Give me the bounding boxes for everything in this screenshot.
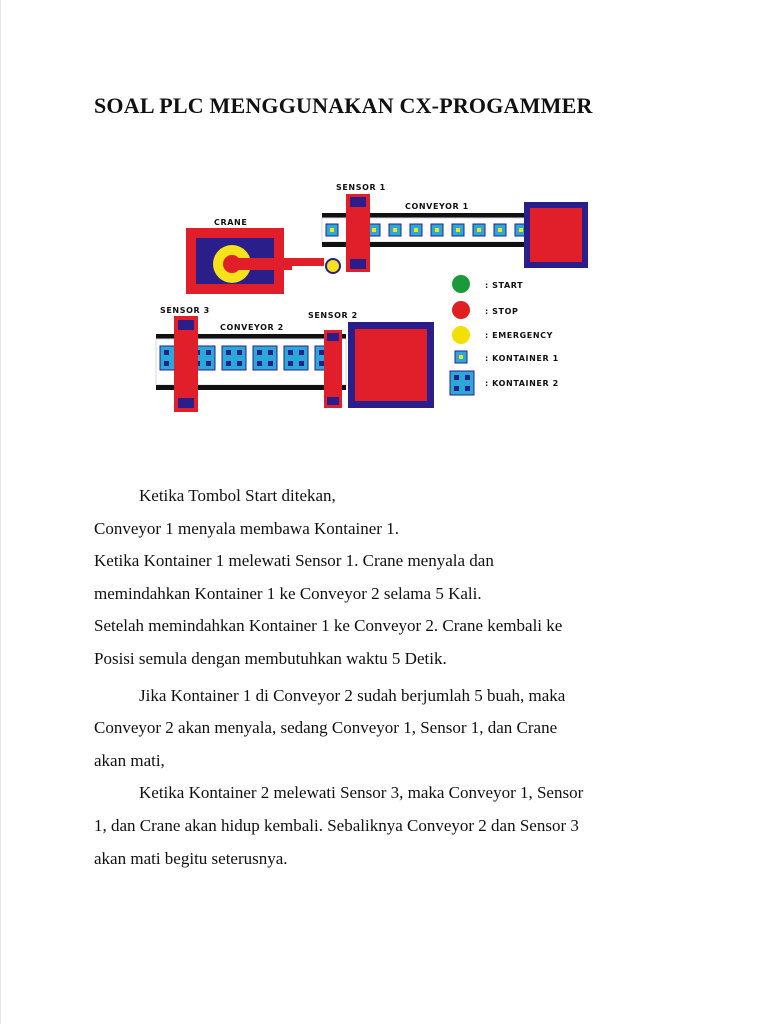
paragraph-line: Conveyor 1 menyala membawa Kontainer 1. — [94, 518, 399, 538]
sensor-3-head-bottom — [178, 398, 194, 408]
crane-hook — [326, 259, 340, 273]
conveyor-1-container — [389, 224, 401, 236]
legend-emergency-icon — [452, 326, 470, 344]
legend-start-label: : START — [485, 281, 524, 290]
plc-diagram-svg — [150, 180, 590, 415]
sensor-1-head-top — [350, 197, 366, 207]
sensor-3 — [174, 316, 198, 412]
conveyor-1-container — [431, 224, 443, 236]
conveyor-2-label: CONVEYOR 2 — [220, 323, 284, 332]
end-box-2-inner — [355, 329, 427, 401]
paragraph-line: akan mati begitu seterusnya. — [94, 848, 288, 868]
conveyor-1-container — [452, 224, 464, 236]
conveyor-1-container — [494, 224, 506, 236]
sensor-1-label: SENSOR 1 — [336, 183, 386, 192]
paragraph-line: Ketika Kontainer 1 melewati Sensor 1. Crane menyala dan — [94, 551, 494, 571]
sensor-3-post — [174, 316, 198, 412]
paragraph-line: Conveyor 2 akan menyala, sedang Conveyor 1, Sensor 1, dan Crane — [94, 718, 558, 738]
paragraph-line: Setelah memindahkan Kontainer 1 ke Conveyor 2. Crane kembali ke — [94, 616, 563, 636]
sensor-3-head-top — [178, 320, 194, 330]
paragraph-line: Posisi semula dengan membutuhkan waktu 5 Detik. — [94, 648, 447, 668]
legend-container-2-label: : KONTAINER 2 — [485, 379, 559, 388]
conveyor-1-container — [326, 224, 338, 236]
paragraph-line: Ketika Kontainer 2 melewati Sensor 3, maka Conveyor 1, Sensor — [139, 783, 584, 803]
sensor-2-post — [324, 330, 342, 408]
paragraph-line: Ketika Tombol Start ditekan, — [139, 486, 336, 505]
conveyor-1-container — [410, 224, 422, 236]
crane-label: CRANE — [214, 218, 248, 227]
conveyor-2-container — [284, 346, 308, 370]
paragraph-line: memindahkan Kontainer 1 ke Conveyor 2 selama 5 Kali. — [94, 583, 482, 603]
legend-emergency-label: : EMERGENCY — [485, 331, 554, 340]
conveyor-1-container — [473, 224, 485, 236]
page-title: SOAL PLC MENGGUNAKAN CX-PROGAMMER — [94, 93, 593, 118]
legend-stop-icon — [452, 301, 470, 319]
conveyor-2-container — [222, 346, 246, 370]
sensor-2-label: SENSOR 2 — [308, 311, 358, 320]
crane-arm-extension — [282, 258, 324, 266]
body-text — [94, 480, 684, 875]
plc-diagram — [150, 180, 590, 415]
paragraph-line: 1, dan Crane akan hidup kembali. Sebaliknya Conveyor 2 dan Sensor 3 — [94, 815, 579, 835]
conveyor-2-container — [253, 346, 277, 370]
legend-start-icon — [452, 275, 470, 293]
legend-stop-label: : STOP — [485, 307, 519, 316]
sensor-2 — [324, 330, 342, 408]
paragraph-line: akan mati, — [94, 750, 165, 770]
conveyor-1-label: CONVEYOR 1 — [405, 202, 469, 211]
legend-container-1-label: : KONTAINER 1 — [485, 354, 559, 363]
legend-container-2-icon — [450, 371, 474, 395]
legend-container-1-icon — [455, 351, 467, 363]
end-box-1-inner — [530, 208, 582, 262]
sensor-2-head-top — [327, 333, 339, 341]
paragraph-line: Jika Kontainer 1 di Conveyor 2 sudah berjumlah 5 buah, maka — [139, 685, 566, 705]
sensor-2-head-bottom — [327, 397, 339, 405]
sensor-3-label: SENSOR 3 — [160, 306, 210, 315]
sensor-1-head-bottom — [350, 259, 366, 269]
page-edge — [0, 0, 1, 1024]
crane — [186, 228, 340, 294]
legend — [450, 275, 559, 395]
sensor-1 — [346, 194, 370, 272]
